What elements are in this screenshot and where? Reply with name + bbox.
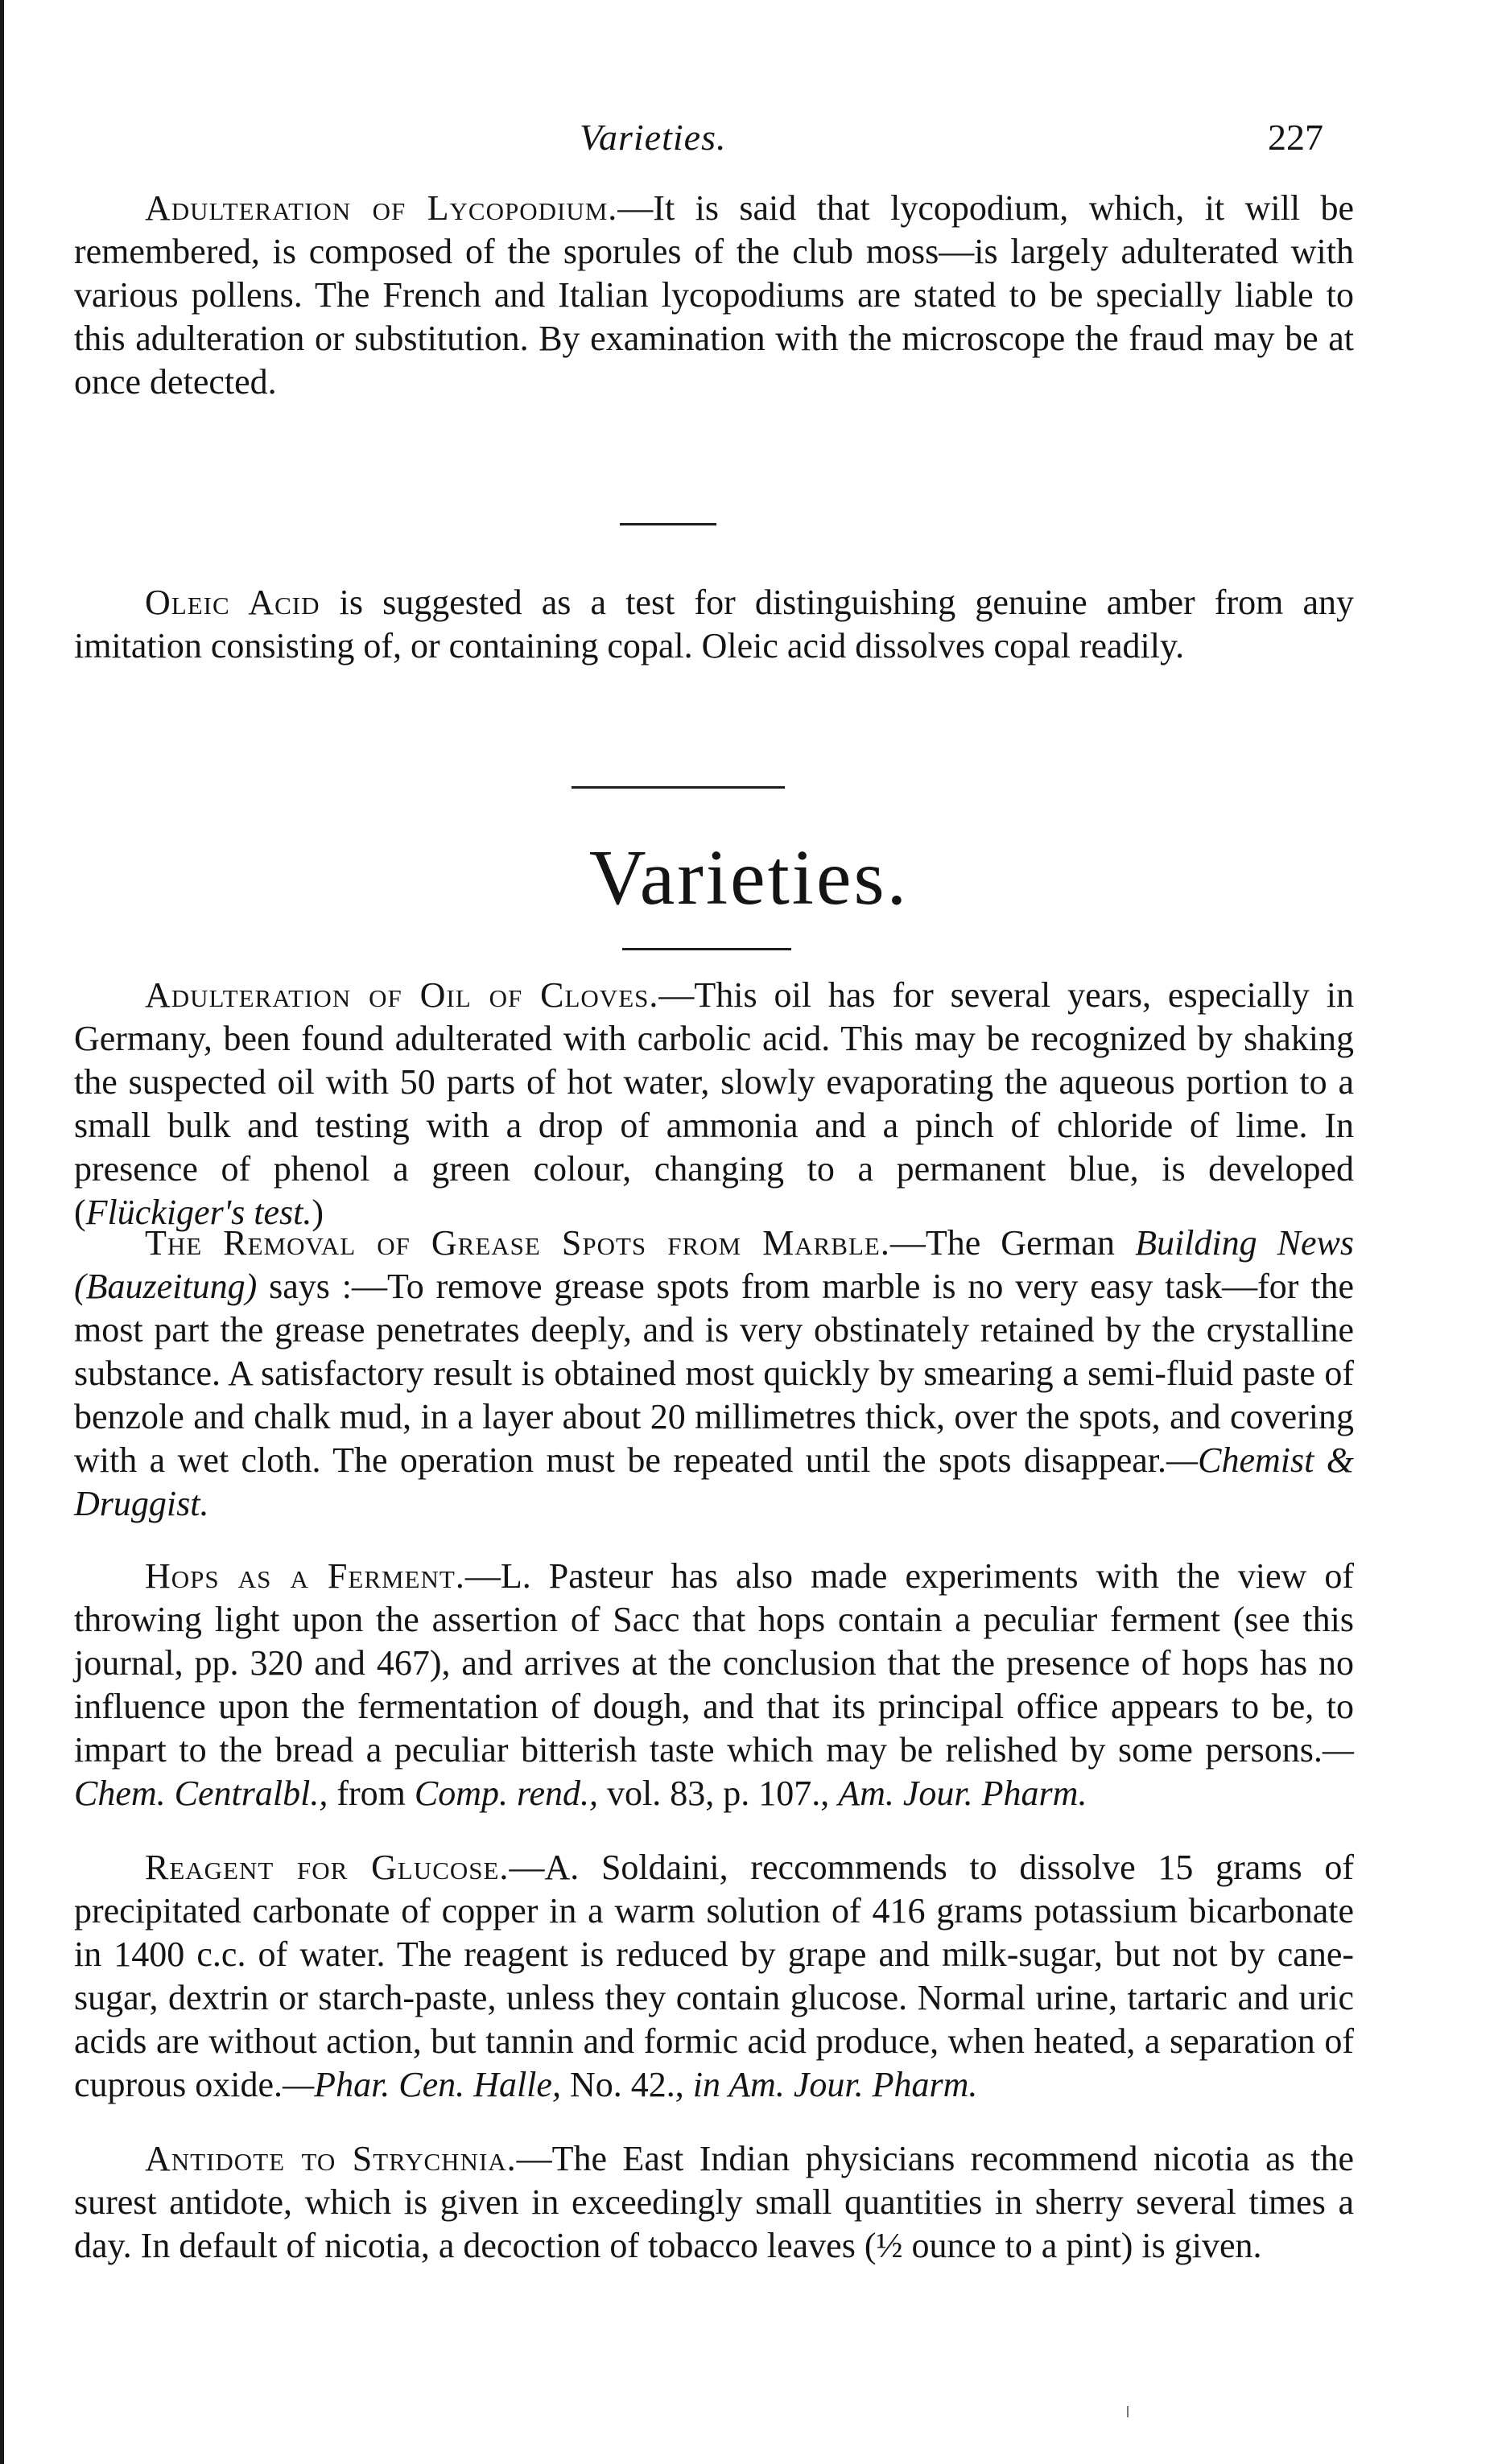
paragraph-citation: Flückiger's test. bbox=[85, 1193, 312, 1232]
paragraph-heading: Hops as a Ferment. bbox=[145, 1556, 465, 1596]
paragraph-body: —It is said that lycopodium, which, it will be remembered, is composed of the sporules of the club moss—is largely adulterated with various pollens. The French and Italian lycopodiums are stated to be specially liable to this adulteration or substitution. By examination with the microscope the fraud may be at once detected. bbox=[74, 188, 1354, 402]
print-speck bbox=[1127, 2406, 1129, 2417]
paragraph-body: —A. Soldaini, reccommends to dissolve 15 grams of precipitated carbonate of copper in a warm solution of 416 grams potassium bicarbonate in 1400 c.c. of water. The reagent is reduced by grape and milk-sugar, but not by cane-sugar, dextrin or starch-paste, unless they contain glucose. Normal urine, tartaric and uric acids are without action, but tannin and formic acid produce, when heated, a separation of cuprous oxide. bbox=[74, 1848, 1354, 2104]
paragraph-body: —The German bbox=[889, 1223, 1136, 1263]
paragraph-citation: Building News (Bauzeitung) bbox=[74, 1223, 1355, 1306]
paragraph-citation: —Chemist & Druggist. bbox=[74, 1440, 1355, 1523]
paragraph-strychnia-antidote bbox=[74, 2137, 1354, 2268]
paragraph-body: No. 42., bbox=[560, 2065, 693, 2104]
separator-rule bbox=[620, 523, 716, 525]
paragraph-heading: Adulteration of Lycopodium. bbox=[145, 188, 618, 228]
paragraph-heading: Oleic Acid bbox=[145, 583, 320, 622]
separator-rule bbox=[572, 786, 785, 789]
paragraph-body: says :—To remove grease spots from marble is no very easy task—for the most part the grease penetrates deeply, and is very obstinately retained by the crystalline substance. A satisfactory result is obtained most quickly by smearing a semi-fluid paste of benzole and chalk mud, in a layer about 20 millimetres thick, over the spots, and covering with a wet cloth. The operation must be repeated until the spots disappear. bbox=[74, 1267, 1354, 1480]
paragraph-tail: ) bbox=[312, 1193, 324, 1232]
page-edge-shadow bbox=[0, 0, 4, 2464]
title-underline bbox=[622, 948, 791, 950]
paragraph-citation: Am. Jour. Pharm. bbox=[838, 1774, 1087, 1813]
paragraph-citation: —Phar. Cen. Halle, bbox=[283, 2065, 561, 2104]
paragraph-heading: The Removal of Grease Spots from Marble. bbox=[145, 1223, 890, 1263]
paragraph-heading: Adulteration of Oil of Cloves. bbox=[145, 975, 659, 1015]
paragraph-body: —L. Pasteur has also made experiments with the view of throwing light upon the assertion of Sacc that hops contain a peculiar ferment (see this journal, pp. 320 and 467), and arrives at the conclusion that the presence of hops has no influence upon the fermentation of dough, and that its principal office appears to be, to impart to the bread a peculiar bitterish taste which may be relished by some persons. bbox=[74, 1556, 1354, 1770]
paragraph-body: —This oil has for several years, especially in Germany, been found adulterated with carbolic acid. This may be recognized by shaking the suspected oil with 50 parts of hot water, slowly evaporating the aqueous portion to a small bulk and testing with a drop of ammonia and a pinch of chloride of lime. In presence of phenol a green colour, changing to a permanent blue, is developed ( bbox=[74, 975, 1354, 1232]
paragraph-citation: —Chem. Centralbl., bbox=[74, 1730, 1354, 1813]
paragraph-lycopodium bbox=[74, 187, 1354, 404]
paragraph-oil-of-cloves bbox=[74, 974, 1354, 1234]
paragraph-body: is suggested as a test for distinguishing genuine amber from any imitation consisting of, or containing copal. Oleic acid dissolves copal readily. bbox=[74, 583, 1354, 665]
paragraph-hops-ferment bbox=[74, 1555, 1354, 1815]
paragraph-grease-spots bbox=[74, 1222, 1354, 1526]
paragraph-body: —The East Indian physicians recommend nicotia as the surest antidote, which is given in exceedingly small quantities in sherry several times a day. In default of nicotia, a decoction of tobacco leaves (½ ounce to a pint) is given. bbox=[74, 2139, 1354, 2265]
paragraph-glucose-reagent bbox=[74, 1846, 1354, 2107]
paragraph-heading: Antidote to Strychnia. bbox=[145, 2139, 517, 2178]
page-number: 227 bbox=[1268, 117, 1323, 158]
paragraph-heading: Reagent for Glucose. bbox=[145, 1848, 510, 1887]
paragraph-citation: Comp. rend., bbox=[414, 1774, 599, 1813]
section-title: Varieties. bbox=[588, 834, 910, 921]
running-head bbox=[0, 116, 1498, 172]
paragraph-citation: in Am. Jour. Pharm. bbox=[692, 2065, 978, 2104]
paragraph-oleic-acid bbox=[74, 581, 1354, 668]
paragraph-body: vol. 83, p. 107., bbox=[598, 1774, 839, 1813]
paragraph-body: from bbox=[328, 1774, 415, 1813]
running-head-title: Varieties. bbox=[580, 117, 727, 158]
